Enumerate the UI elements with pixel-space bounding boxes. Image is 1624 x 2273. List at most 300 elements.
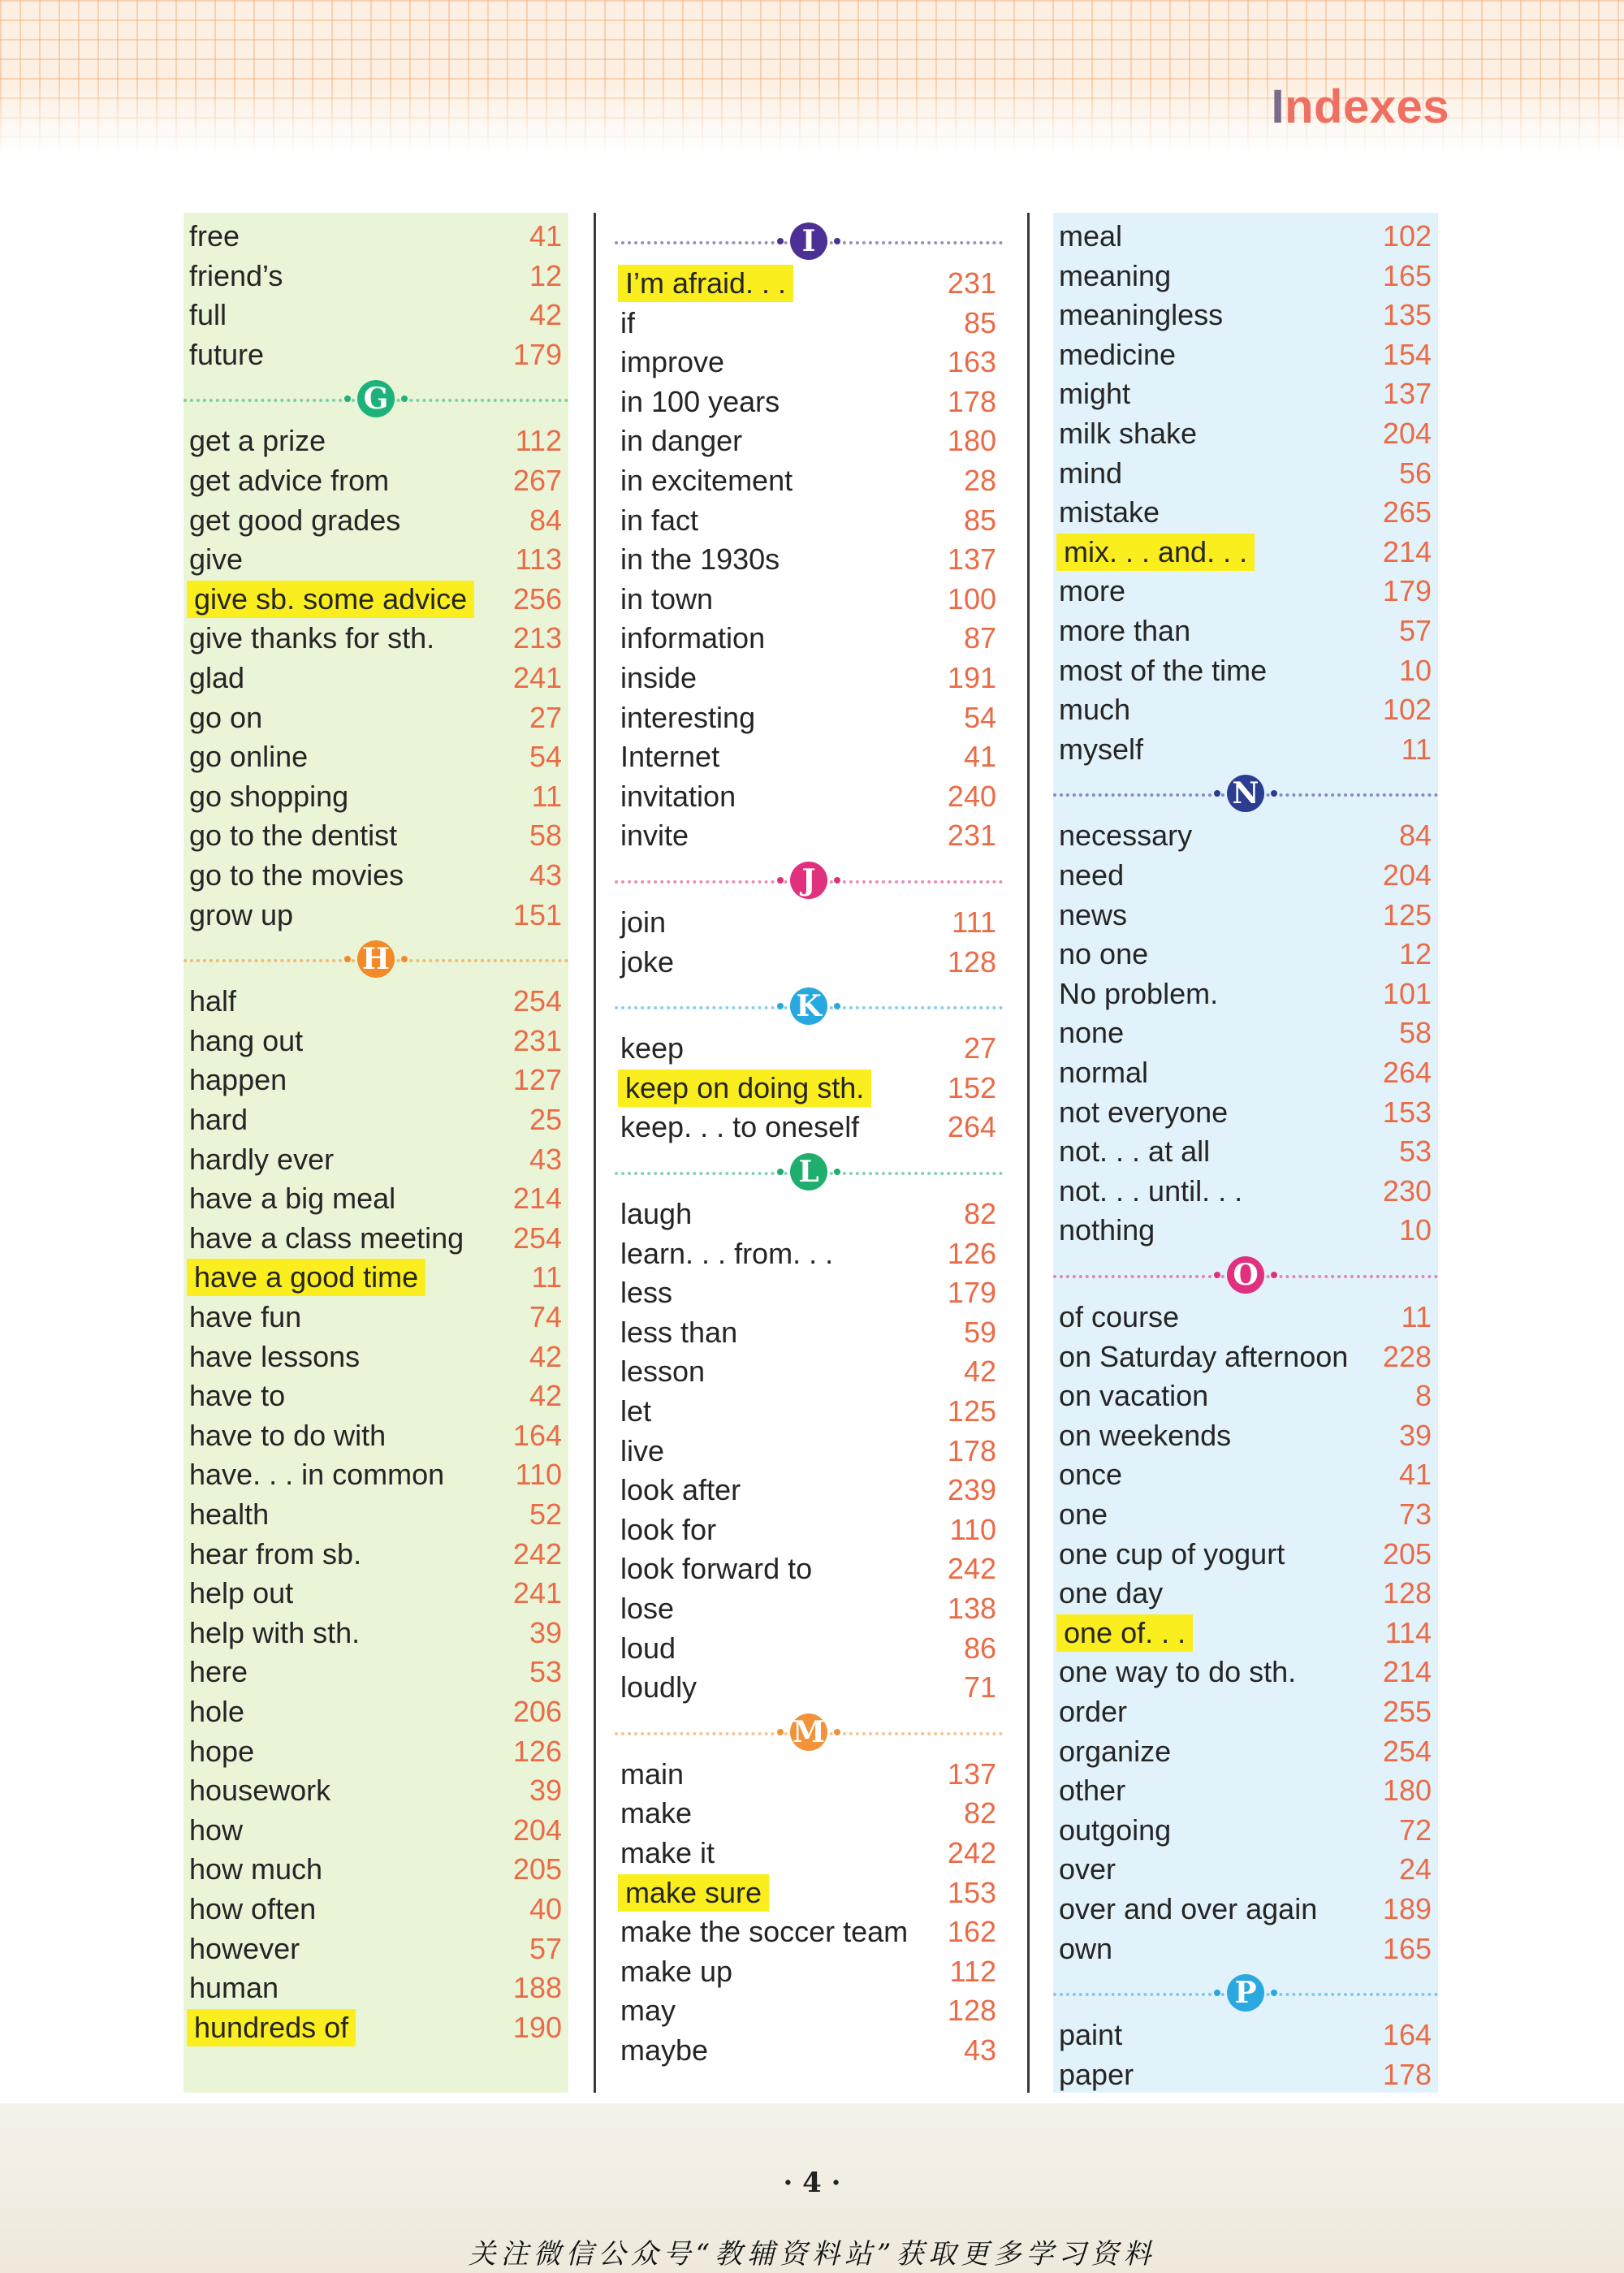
index-term: happen <box>189 1063 287 1097</box>
index-entry <box>1053 1212 1438 1249</box>
page-title: Indexes <box>1271 80 1449 133</box>
page-ref: 53 <box>529 1655 562 1689</box>
page-ref: 228 <box>1382 1339 1432 1373</box>
page-ref: 126 <box>947 1236 996 1270</box>
index-term: I’m afraid. . . <box>618 265 793 302</box>
index-term: friend’s <box>189 258 283 292</box>
page-ref: 205 <box>1382 1536 1432 1571</box>
page-ref: 254 <box>512 984 562 1018</box>
page-ref: 27 <box>529 700 562 734</box>
page-ref: 190 <box>512 2010 562 2044</box>
index-entry <box>615 620 1003 657</box>
index-entry <box>1053 897 1438 934</box>
index-term: outgoing <box>1059 1813 1172 1847</box>
index-entry <box>1053 1930 1438 1968</box>
index-term: hang out <box>189 1023 304 1057</box>
index-term: meal <box>1059 219 1123 253</box>
page-ref: 12 <box>1398 937 1432 971</box>
letter-divider-k <box>615 984 1003 1030</box>
page-ref: 74 <box>529 1300 562 1333</box>
page-ref: 82 <box>963 1796 996 1830</box>
letter-badge: O <box>1227 1256 1264 1294</box>
index-term: not. . . until. . . <box>1059 1173 1243 1208</box>
index-term: maybe <box>620 2033 709 2067</box>
page-ref: 59 <box>963 1315 996 1349</box>
index-entry <box>615 1630 1003 1667</box>
page-ref: 204 <box>1382 417 1432 450</box>
index-term: give sb. some advice <box>187 581 474 618</box>
page-ref: 162 <box>947 1915 996 1949</box>
index-entry <box>1053 1173 1438 1210</box>
page-ref: 231 <box>947 819 996 853</box>
index-entry <box>615 1511 1003 1549</box>
page-ref: 180 <box>947 424 996 458</box>
page-ref: 179 <box>1382 574 1432 608</box>
index-entry <box>615 2032 1003 2069</box>
letter-badge: J <box>790 862 827 899</box>
page-ref: 58 <box>1398 1016 1432 1050</box>
index-term: human <box>189 1971 279 2005</box>
index-entry <box>615 1913 1003 1951</box>
index-term: make up <box>620 1954 733 1988</box>
letter-badge: N <box>1227 775 1264 812</box>
page-ref: 58 <box>529 819 562 853</box>
page-ref: 204 <box>512 1813 562 1847</box>
index-term: hear from sb. <box>189 1536 362 1571</box>
page-ref: 87 <box>963 621 996 655</box>
index-term: milk shake <box>1059 417 1198 450</box>
page-ref: 125 <box>947 1394 996 1428</box>
letter-badge: P <box>1227 1974 1264 2012</box>
page-ref: 188 <box>512 1971 562 2005</box>
page-ref: 264 <box>1382 1056 1432 1089</box>
index-entry <box>615 1756 1003 1793</box>
index-entry <box>615 1834 1003 1872</box>
index-term: less than <box>620 1315 738 1349</box>
index-term: health <box>189 1497 270 1531</box>
letter-divider-p <box>1053 1971 1438 2016</box>
page-ref: 256 <box>512 581 562 616</box>
index-term: have lessons <box>189 1339 361 1373</box>
index-entry <box>1053 1536 1438 1573</box>
index-entry <box>615 1070 1003 1107</box>
page-ref: 53 <box>1398 1134 1432 1169</box>
page-ref: 214 <box>512 1182 562 1216</box>
page-ref: 137 <box>1382 377 1432 411</box>
index-term: go on <box>189 700 263 734</box>
index-term: have to do with <box>189 1418 387 1452</box>
page-ref: 137 <box>947 542 996 577</box>
index-term: may <box>620 1994 676 2028</box>
index-term: look forward to <box>620 1552 813 1586</box>
page-ref: 128 <box>1382 1576 1432 1610</box>
footer-note: 关注微信公众号“教辅资料站”获取更多学习资料 <box>468 2238 1156 2271</box>
index-term: loudly <box>620 1670 698 1705</box>
index-term: one of. . . <box>1056 1614 1193 1652</box>
index-entry <box>615 817 1003 854</box>
page-ref: 231 <box>947 266 996 300</box>
index-term: mix. . . and. . . <box>1056 534 1255 571</box>
index-entry <box>615 1393 1003 1430</box>
page-ref: 126 <box>512 1734 562 1768</box>
index-entry <box>184 1575 568 1612</box>
index-term: here <box>189 1655 248 1689</box>
index-term: order <box>1059 1695 1128 1728</box>
index-entry <box>184 620 568 657</box>
index-term: on Saturday afternoon <box>1059 1339 1349 1373</box>
page-ref: 242 <box>947 1836 996 1869</box>
index-term: half <box>189 984 237 1018</box>
index-entry <box>184 1496 568 1533</box>
index-term: No problem. <box>1059 976 1219 1010</box>
page-ref: 179 <box>947 1276 996 1310</box>
page-ref: 57 <box>529 1931 562 1965</box>
letter-badge: L <box>790 1153 827 1191</box>
page-ref: 11 <box>531 1260 562 1294</box>
index-term: main <box>620 1757 685 1791</box>
index-term: help with sth. <box>189 1615 361 1649</box>
index-term: housework <box>189 1774 331 1808</box>
page-ref: 8 <box>1415 1379 1432 1413</box>
index-term: future <box>189 337 265 371</box>
page-ref: 265 <box>1382 495 1432 529</box>
index-term: give thanks for sth. <box>189 621 435 655</box>
index-entry <box>1053 691 1438 728</box>
index-term: information <box>620 621 766 655</box>
index-term: keep. . . to oneself <box>620 1110 860 1144</box>
index-term: paint <box>1059 2018 1123 2052</box>
index-term: go online <box>189 740 309 774</box>
index-term: make it <box>620 1836 715 1869</box>
index-term: most of the time <box>1059 653 1268 687</box>
index-entry <box>1053 857 1438 894</box>
page-ref: 125 <box>1382 897 1432 931</box>
index-entry <box>615 1550 1003 1588</box>
page-ref: 52 <box>529 1497 562 1531</box>
page-ref: 86 <box>963 1631 996 1665</box>
index-entry <box>184 1733 568 1770</box>
index-term: medicine <box>1059 337 1177 371</box>
index-entry <box>184 1338 568 1376</box>
index-entry <box>615 1795 1003 1832</box>
index-entry <box>1053 534 1438 571</box>
page-ref: 128 <box>947 1994 996 2028</box>
index-entry <box>615 1590 1003 1627</box>
index-entry <box>615 422 1003 460</box>
index-term: however <box>189 1931 300 1965</box>
page-ref: 42 <box>529 1339 562 1373</box>
index-term: help out <box>189 1576 294 1610</box>
index-term: news <box>1059 897 1128 931</box>
index-entry <box>184 1930 568 1968</box>
page-ref: 42 <box>529 1379 562 1413</box>
index-entry <box>184 897 568 934</box>
index-term: lesson <box>620 1355 706 1389</box>
index-term: get advice from <box>189 464 390 497</box>
index-term: mistake <box>1059 495 1160 529</box>
page-ref: 242 <box>947 1552 996 1586</box>
index-entry <box>184 1377 568 1415</box>
index-term: joke <box>620 944 675 979</box>
page-ref: 57 <box>1398 614 1432 647</box>
index-term: glad <box>189 661 245 694</box>
page-ref: 165 <box>1382 1931 1432 1965</box>
page-number: · 4 · <box>783 2167 841 2199</box>
index-term: improve <box>620 345 725 379</box>
index-term: over and over again <box>1059 1892 1318 1925</box>
index-entry <box>184 699 568 737</box>
page-ref: 24 <box>1398 1852 1432 1886</box>
index-entry <box>184 659 568 697</box>
page-ref: 39 <box>1398 1418 1432 1452</box>
index-entry <box>615 1953 1003 1990</box>
letter-divider-n <box>1053 771 1438 817</box>
index-term: in 100 years <box>620 384 780 418</box>
index-term: go to the movies <box>189 858 404 892</box>
page-ref: 82 <box>963 1197 996 1230</box>
page-ref: 213 <box>512 621 562 655</box>
index-entry <box>1053 1653 1438 1691</box>
page-ref: 56 <box>1398 456 1432 490</box>
index-entry <box>1053 415 1438 452</box>
index-term: of course <box>1059 1300 1180 1333</box>
page-ref: 42 <box>529 298 562 332</box>
page-ref: 206 <box>512 1695 562 1728</box>
index-entry <box>1053 573 1438 610</box>
index-entry <box>1053 1014 1438 1052</box>
page-ref: 43 <box>963 2033 996 2067</box>
index-entry <box>615 1195 1003 1233</box>
page-ref: 113 <box>515 542 562 577</box>
page-ref: 12 <box>529 258 562 292</box>
index-entry <box>615 502 1003 539</box>
index-term: how <box>189 1813 244 1847</box>
index-term: loud <box>620 1631 676 1665</box>
page-ref: 230 <box>1382 1173 1432 1208</box>
page-ref: 231 <box>512 1023 562 1057</box>
index-term: other <box>1059 1774 1126 1808</box>
index-entry <box>615 344 1003 381</box>
letter-badge: K <box>790 987 827 1025</box>
page-ref: 240 <box>947 779 996 813</box>
index-term: make the soccer team <box>620 1915 909 1949</box>
page-ref: 112 <box>949 1954 996 1988</box>
page-ref: 10 <box>1398 1213 1432 1247</box>
index-term: not everyone <box>1059 1095 1229 1129</box>
page-ref: 267 <box>512 464 562 497</box>
index-term: invitation <box>620 779 736 813</box>
page-ref: 100 <box>947 581 996 616</box>
page-ref: 178 <box>947 1433 996 1467</box>
index-term: over <box>1059 1852 1116 1886</box>
index-entry <box>184 502 568 539</box>
index-entry <box>1053 1851 1438 1888</box>
column-divider <box>594 213 596 2093</box>
index-entry <box>184 1812 568 1849</box>
index-term: keep <box>620 1031 685 1065</box>
index-term: free <box>189 219 240 253</box>
index-term: have a class meeting <box>189 1221 464 1255</box>
page-ref: 254 <box>1382 1734 1432 1768</box>
index-term: more <box>1059 574 1126 608</box>
index-entry <box>1053 1733 1438 1770</box>
index-entry <box>615 904 1003 941</box>
page-ref: 152 <box>947 1070 996 1104</box>
index-column-1 <box>184 213 568 2093</box>
page-ref: 241 <box>512 1576 562 1610</box>
index-entry <box>615 541 1003 578</box>
index-entry <box>184 1101 568 1139</box>
index-entry <box>1053 296 1438 334</box>
page-ref: 54 <box>963 700 996 734</box>
index-term: necessary <box>1059 819 1193 853</box>
index-entry <box>615 944 1003 981</box>
index-entry <box>1053 652 1438 689</box>
index-term: none <box>1059 1016 1125 1050</box>
page-ref: 165 <box>1382 258 1432 292</box>
index-entry <box>1053 612 1438 650</box>
letter-divider-i <box>615 219 1003 265</box>
index-entry <box>1053 2056 1438 2094</box>
index-term: paper <box>1059 2057 1134 2091</box>
page-ref: 85 <box>963 503 996 537</box>
page-ref: 127 <box>512 1063 562 1097</box>
index-entry <box>1053 1299 1438 1336</box>
index-term: look after <box>620 1473 741 1507</box>
index-term: laugh <box>620 1197 693 1230</box>
index-entry <box>184 1536 568 1573</box>
index-entry <box>615 1108 1003 1146</box>
index-entry <box>184 336 568 374</box>
index-entry <box>615 778 1003 815</box>
index-entry <box>184 817 568 854</box>
page-ref: 11 <box>531 779 562 813</box>
page-ref: 205 <box>512 1852 562 1886</box>
index-entry <box>1053 1417 1438 1454</box>
index-term: go shopping <box>189 779 349 813</box>
page-ref: 135 <box>1382 298 1432 332</box>
index-entry <box>615 699 1003 737</box>
page-ref: 151 <box>512 897 562 931</box>
index-entry <box>184 1220 568 1257</box>
page-ref: 43 <box>529 858 562 892</box>
index-entry <box>184 1061 568 1099</box>
page-ref: 27 <box>963 1031 996 1065</box>
index-entry <box>184 738 568 776</box>
index-entry <box>615 1992 1003 2029</box>
page-ref: 41 <box>1398 1458 1432 1492</box>
index-term: have a good time <box>187 1259 425 1296</box>
index-entry <box>615 265 1003 302</box>
page-ref: 41 <box>963 740 996 774</box>
index-entry <box>615 1274 1003 1312</box>
page-ref: 110 <box>949 1512 996 1546</box>
index-entry <box>184 983 568 1020</box>
index-entry <box>184 1141 568 1178</box>
index-entry <box>184 1299 568 1336</box>
page-ref: 254 <box>512 1221 562 1255</box>
page-ref: 42 <box>963 1355 996 1389</box>
index-entry <box>1053 817 1438 854</box>
index-term: get a prize <box>189 424 326 458</box>
index-term: once <box>1059 1458 1123 1492</box>
index-entry <box>184 1259 568 1296</box>
index-entry <box>184 1022 568 1060</box>
index-column-3 <box>1053 213 1438 2093</box>
index-term: much <box>1059 693 1131 727</box>
index-entry <box>615 1030 1003 1067</box>
page-ref: 71 <box>963 1670 996 1705</box>
page-ref: 180 <box>1382 1774 1432 1808</box>
index-term: look for <box>620 1512 717 1546</box>
index-term: hope <box>189 1734 255 1768</box>
index-entry <box>184 257 568 295</box>
index-entry <box>184 778 568 815</box>
index-term: hardly ever <box>189 1142 335 1176</box>
index-term: go to the dentist <box>189 819 398 853</box>
page-ref: 189 <box>1382 1892 1432 1925</box>
letter-badge: M <box>790 1713 827 1751</box>
page-ref: 85 <box>963 305 996 339</box>
page-ref: 164 <box>512 1418 562 1452</box>
index-term: grow up <box>189 897 294 931</box>
index-entry <box>184 1417 568 1454</box>
index-term: might <box>1059 377 1131 411</box>
index-term: own <box>1059 1931 1113 1965</box>
index-term: make <box>620 1796 693 1830</box>
page-ref: 11 <box>1401 1300 1432 1333</box>
index-term: no one <box>1059 937 1149 971</box>
page-ref: 84 <box>529 503 562 537</box>
index-entry <box>1053 1772 1438 1809</box>
index-term: how much <box>189 1852 323 1886</box>
index-entry <box>1053 1891 1438 1928</box>
letter-divider-j <box>615 858 1003 904</box>
index-term: if <box>620 305 635 339</box>
index-term: not. . . at all <box>1059 1134 1211 1169</box>
index-entry <box>184 541 568 578</box>
index-entry <box>184 1614 568 1652</box>
index-term: full <box>189 298 227 332</box>
index-entry <box>1053 1094 1438 1131</box>
page-ref: 111 <box>952 905 996 939</box>
letter-divider-m <box>615 1710 1003 1756</box>
page-ref: 10 <box>1398 653 1432 687</box>
index-term: Internet <box>620 740 720 774</box>
letter-badge: I <box>790 223 827 260</box>
index-term: nothing <box>1059 1213 1155 1247</box>
index-entry <box>615 383 1003 421</box>
page-ref: 191 <box>947 661 996 694</box>
index-entry <box>1053 336 1438 374</box>
index-entry <box>184 857 568 894</box>
index-term: organize <box>1059 1734 1172 1768</box>
page-ref: 128 <box>947 944 996 979</box>
index-entry <box>184 422 568 460</box>
index-entry <box>1053 975 1438 1013</box>
page-ref: 114 <box>1384 1615 1432 1649</box>
page-ref: 102 <box>1382 693 1432 727</box>
index-entry <box>1053 731 1438 768</box>
letter-divider-g <box>184 377 568 422</box>
index-entry <box>615 1433 1003 1470</box>
index-term: give <box>189 542 244 577</box>
index-term: keep on doing sth. <box>618 1070 871 1107</box>
letter-divider-h <box>184 937 568 983</box>
page-ref: 112 <box>515 424 562 458</box>
letter-badge: G <box>357 380 395 417</box>
index-entry <box>184 1456 568 1493</box>
